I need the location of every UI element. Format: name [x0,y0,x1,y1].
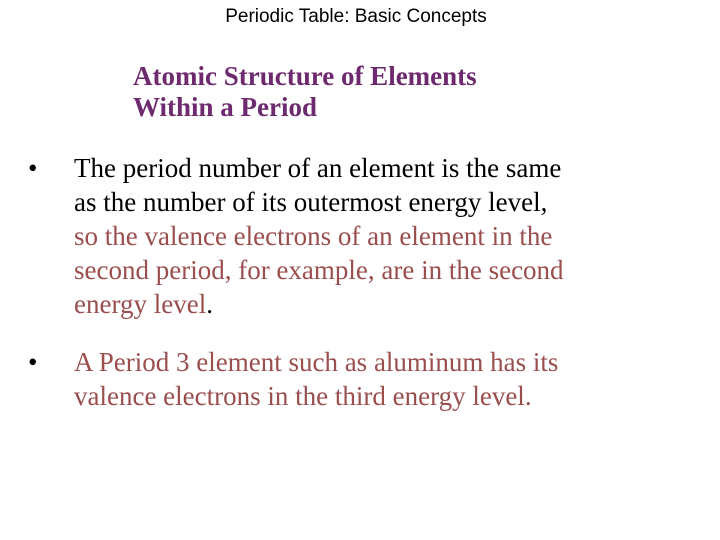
bullet-line [74,253,564,287]
slide-title-line-2: Within a Period [133,92,318,122]
text-run: energy level [74,289,207,319]
text-run: as the number of its outermost energy level, [74,187,548,217]
bullet-line [74,379,558,413]
bullet-marker: • [28,153,38,183]
text-run: . [206,289,213,319]
bullet-marker: • [28,347,38,377]
text-run: The period number of an element is the same [74,153,562,183]
bullet-line [74,185,564,219]
bullet-line [74,219,564,253]
bullet-line [74,287,564,321]
text-run: second period, for example, are in the second [74,255,564,285]
slide-header: Periodic Table: Basic Concepts [225,6,487,27]
bullet-line [74,345,558,379]
slide-title-line-1: Atomic Structure of Elements [133,61,477,91]
text-run: valence electrons in the third energy level. [74,381,532,411]
slide-title [133,61,477,123]
bullet-text-1 [74,151,564,321]
bullet-text-2 [74,345,558,413]
bullet-line [74,151,564,185]
text-run: A Period 3 element such as aluminum has its [74,347,559,377]
text-run: so the valence electrons of an element in the [74,221,553,251]
